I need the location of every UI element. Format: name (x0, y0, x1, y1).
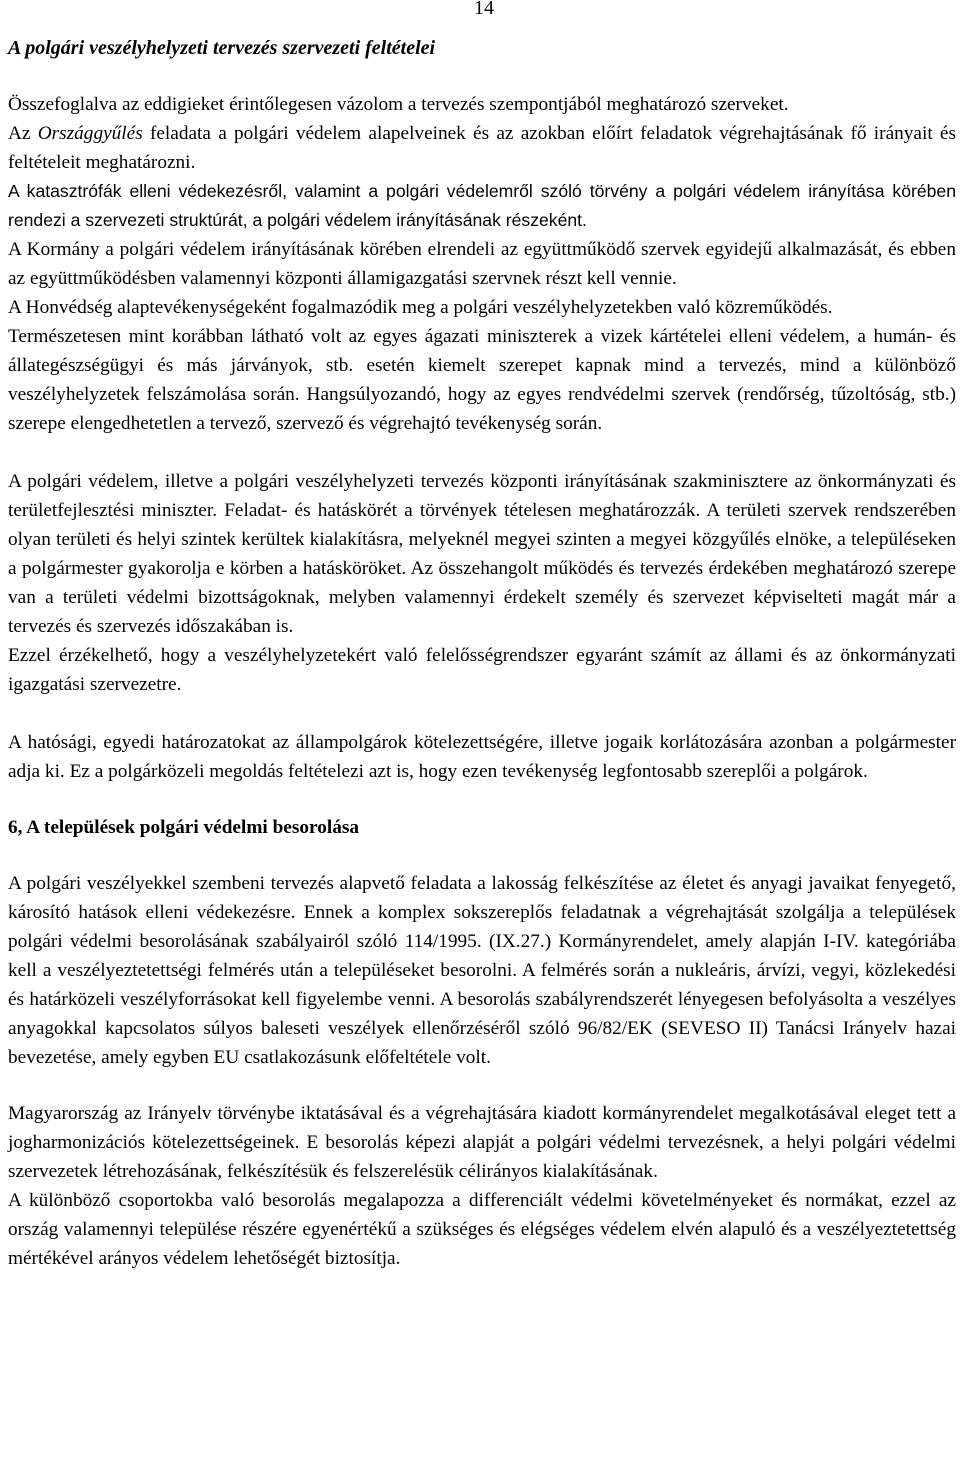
document-body (8, 90, 956, 1273)
spacer (8, 438, 956, 467)
paragraph: A polgári védelem, illetve a polgári veszélyhelyzeti tervezés központi irányításának szakminisztere az önkormányzati és területfejlesztési miniszter. Feladat- és hatáskörét a törvények tételesen meghatározzák. A területi szervek rendszerében olyan területi és helyi szintek kerültek kialakításra, melyeknél megyei szinten a megyei közgyűlés elnöke, a településeken a polgármester gyakorolja e körben a hatásköröket. Az összehangolt működés és tervezés érdekében meghatározó szerepe van a területi védelmi bizottságoknak, melyben valamennyi érdekelt személy és szervezet képviselteti magát már a tervezés és szervezés időszakában is. (8, 471, 956, 637)
spacer (8, 1072, 956, 1099)
paragraph: Természetesen mint korábban látható volt az egyes ágazati miniszterek a vizek kártételei elleni védelem, a humán- és állategészségügyi és más járványok, stb. esetén kiemelt szerepet kapnak mind a tervezés, mind a különböző veszélyhelyzetek felszámolása során. Hangsúlyozandó, hogy az egyes rendvédelmi szervek (rendőrség, tűzoltóság, stb.) szerepe elengedhetetlen a tervező, szervező és végrehajtó tevékenység során. (8, 326, 956, 434)
paragraph: A Kormány a polgári védelem irányításának körében elrendeli az együttműködő szervek egyidejű alkalmazását, és ebben az együttműködésben valamennyi központi államigazgatási szervnek részt kell vennie. (8, 239, 956, 289)
emphasis-text: Országgyűlés (37, 123, 143, 144)
paragraph: Összefoglalva az eddigieket érintőlegesen vázolom a tervezés szempontjából meghatározó szerveket. (8, 94, 789, 115)
paragraph: Ezzel érzékelhető, hogy a veszélyhelyzetekért való felelősségrendszer egyaránt számít az állami és az önkormányzati igazgatási szervezetre. (8, 645, 956, 695)
spacer (8, 786, 956, 813)
section-heading: A polgári veszélyhelyzeti tervezés szervezeti feltételei (8, 37, 436, 59)
paragraph: A katasztrófák elleni védekezésről, valamint a polgári védelemről szóló törvény a polgári védelem irányítása körében rendezi a szervezeti struktúrát, a polgári védelem irányításának részeként. (8, 181, 956, 230)
page-number: 14 (474, 0, 494, 19)
paragraph: A hatósági, egyedi határozatokat az állampolgárok kötelezettségére, illetve jogaik korlátozására azonban a polgármester adja ki. Ez a polgárközeli megoldás feltételezi azt is, hogy ezen tevékenység legfontosabb szereplői a polgárok. (8, 732, 956, 782)
spacer (8, 699, 956, 728)
section-title: 6, A települések polgári védelmi besorolása (8, 817, 359, 838)
text-run: Az (8, 123, 38, 144)
text-run: feladata a polgári védelem alapelveinek és az azokban előírt feladatok végrehajtásának fő irányait és feltételeit meghatározni. (8, 123, 956, 173)
paragraph: Magyarország az Irányelv törvénybe iktatásával és a végrehajtására kiadott kormányrendelet megalkotásával eleget tett a jogharmonizációs kötelezettségeinek. E besorolás képezi alapját a polgári védelmi tervezésnek, a helyi polgári védelmi szervezetek létrehozásának, felkészítésük és felszerelésük célirányos kialakításának. (8, 1103, 956, 1182)
paragraph (8, 119, 956, 177)
paragraph: A Honvédség alaptevékenységeként fogalmazódik meg a polgári veszélyhelyzetekben való közreműködés. (8, 297, 833, 318)
paragraph: A különböző csoportokba való besorolás megalapozza a differenciált védelmi követelményeket és normákat, ezzel az ország valamennyi települése részére egyenértékű a szükséges és elégséges védelem elvén alapuló és a veszélyeztetettség mértékével arányos védelem lehetőségét biztosítja. (8, 1190, 956, 1269)
spacer (8, 842, 956, 869)
paragraph: A polgári veszélyekkel szembeni tervezés alapvető feladata a lakosság felkészítése az életet és anyagi javaikat fenyegető, károsító hatások elleni védekezésre. Ennek a komplex sokszereplős feladatnak a végrehajtását szolgálja a települések polgári védelmi besorolásának szabályairól szóló 114/1995. (IX.27.) Kormányrendelet, amely alapján I-IV. kategóriába kell a veszélyeztetettségi felmérés után a településeket besorolni. A felmérés során a nukleáris, árvízi, vegyi, közlekedési és határközeli veszélyforrásokat kell figyelembe venni. A besorolás szabályrendszerét lényegesen befolyásolta a veszélyes anyagokkal kapcsolatos súlyos baleseti veszélyek ellenőrzéséről szóló 96/82/EK (SEVESO II) Tanácsi Irányelv hazai bevezetése, amely egyben EU csatlakozásunk előfeltétele volt. (8, 873, 956, 1068)
